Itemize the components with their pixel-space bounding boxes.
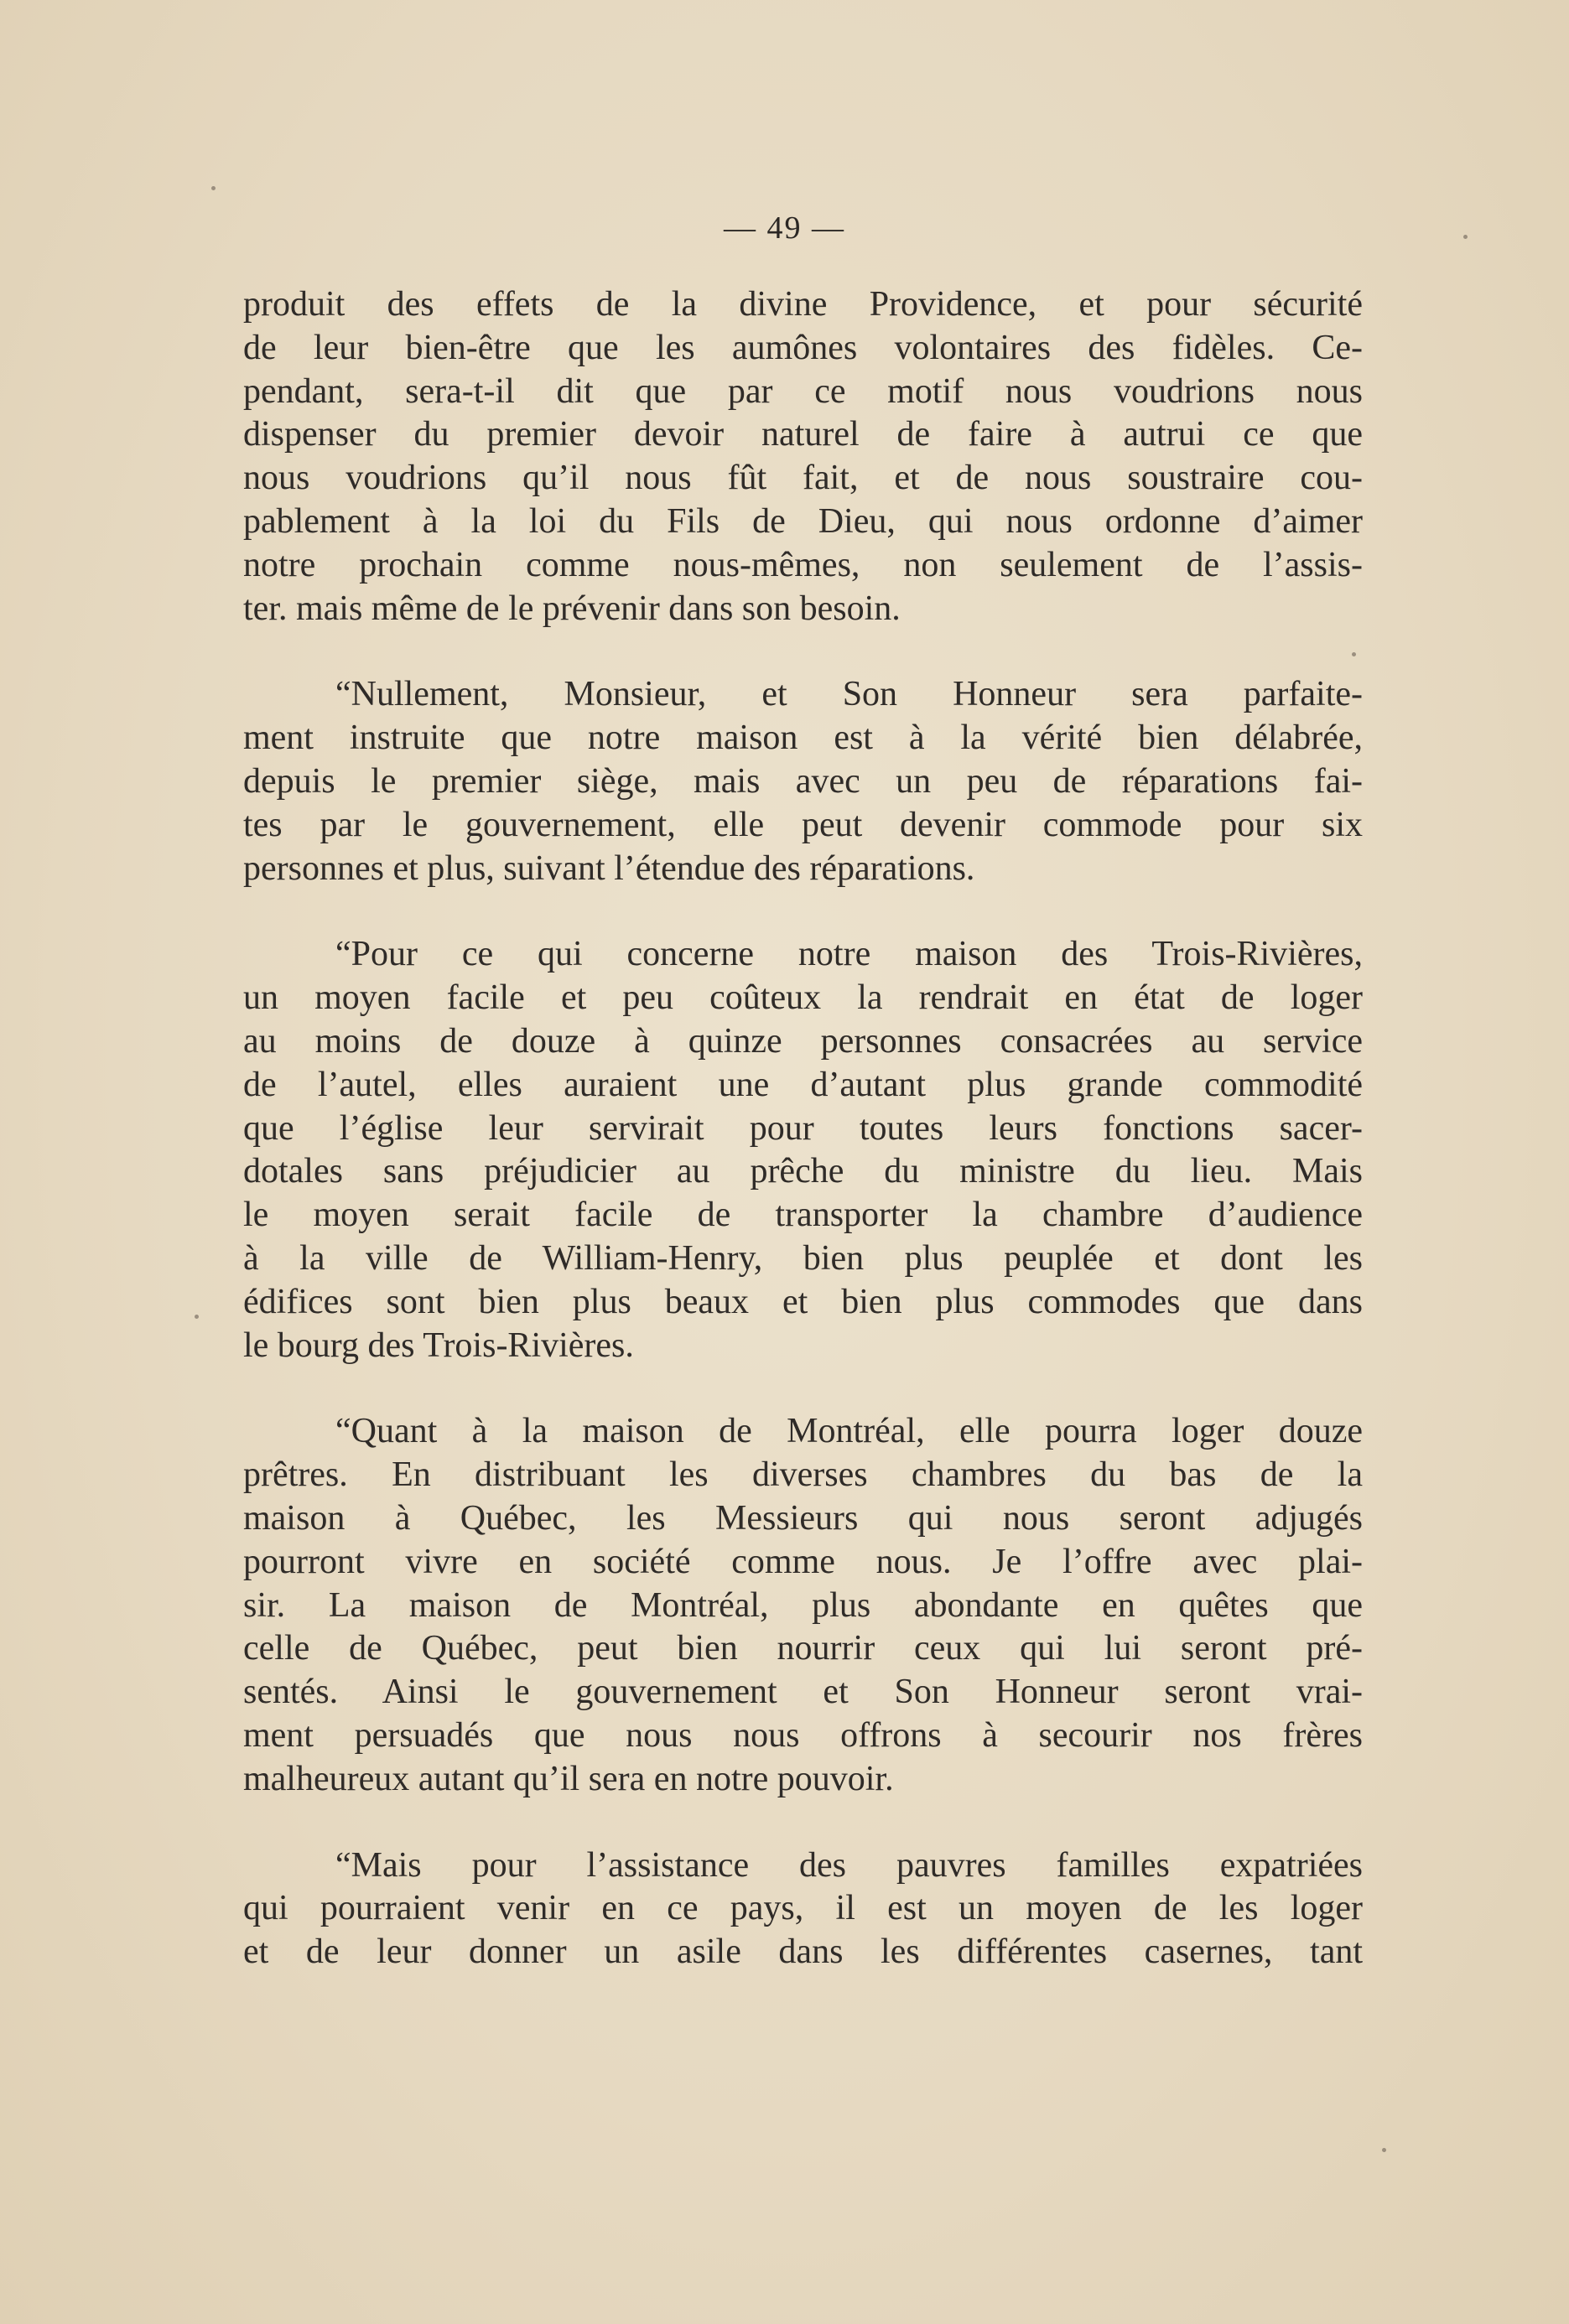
text-line: le moyen serait facile de transporter la chambre d’audience bbox=[243, 1196, 1363, 1235]
text-line: sir. La maison de Montréal, plus abondante en quêtes que bbox=[243, 1585, 1363, 1625]
text-line: de l’autel, elles auraient une d’autant plus grande commodité bbox=[243, 1065, 1363, 1104]
paragraph-5 bbox=[243, 1844, 1363, 1974]
text-line: qui pourraient venir en ce pays, il est un moyen de les loger bbox=[243, 1889, 1363, 1928]
text-line: au moins de douze à quinze personnes consacrées au service bbox=[243, 1021, 1363, 1061]
text-line: nous voudrions qu’il nous fût fait, et de nous soustraire cou- bbox=[243, 459, 1363, 498]
text-line: pourront vivre en société comme nous. Je l’offre avec plai- bbox=[243, 1542, 1363, 1581]
text-line: pablement à la loi du Fils de Dieu, qui nous ordonne d’aimer bbox=[243, 501, 1363, 541]
paragraph-4 bbox=[243, 1410, 1363, 1801]
text-line: pendant, sera-t-il dit que par ce motif nous voudrions nous bbox=[243, 371, 1363, 411]
body-text bbox=[243, 283, 1363, 2017]
text-line: tes par le gouvernement, elle peut devenir commode pour six bbox=[243, 805, 1363, 844]
text-line: de leur bien-être que les aumônes volontaires des fidèles. Ce- bbox=[243, 328, 1363, 367]
text-line: notre prochain comme nous-mêmes, non seulement de l’assis- bbox=[243, 545, 1363, 584]
text-line: ment instruite que notre maison est à la vérité bien délabrée, bbox=[243, 718, 1363, 758]
text-line: ter. mais même de le prévenir dans son besoin. bbox=[243, 589, 901, 628]
text-line: “Pour ce qui concerne notre maison des Trois-Rivières, bbox=[335, 935, 1363, 974]
paper-speck bbox=[211, 186, 216, 190]
paper-speck bbox=[1382, 2148, 1386, 2152]
text-line: “Quant à la maison de Montréal, elle pourra loger douze bbox=[335, 1412, 1363, 1451]
text-line: à la ville de William-Henry, bien plus peuplée et dont les bbox=[243, 1238, 1363, 1278]
text-line: édifices sont bien plus beaux et bien plus commodes que dans bbox=[243, 1282, 1363, 1321]
text-line: dispenser du premier devoir naturel de faire à autrui ce que bbox=[243, 415, 1363, 454]
text-line: “Nullement, Monsieur, et Son Honneur sera parfaite- bbox=[335, 675, 1363, 714]
text-line: ment persuadés que nous nous offrons à secourir nos frères bbox=[243, 1715, 1363, 1755]
text-line: un moyen facile et peu coûteux la rendrait en état de loger bbox=[243, 978, 1363, 1018]
paper-speck bbox=[195, 1315, 199, 1319]
text-line: sentés. Ainsi le gouvernement et Son Honneur seront vrai- bbox=[243, 1673, 1363, 1712]
paragraph-3 bbox=[243, 933, 1363, 1367]
text-line: produit des effets de la divine Providence, et pour sécurité bbox=[243, 285, 1363, 324]
text-line: personnes et plus, suivant l’étendue des réparations. bbox=[243, 848, 975, 888]
text-line: depuis le premier siège, mais avec un peu de réparations fai- bbox=[243, 761, 1363, 801]
text-line: le bourg des Trois-Rivières. bbox=[243, 1325, 634, 1365]
text-line: prêtres. En distribuant les diverses chambres du bas de la bbox=[243, 1455, 1363, 1495]
text-line: maison à Québec, les Messieurs qui nous seront adjugés bbox=[243, 1498, 1363, 1538]
text-line: que l’église leur servirait pour toutes leurs fonctions sacer- bbox=[243, 1108, 1363, 1148]
page-number: — 49 — bbox=[724, 210, 845, 246]
paper-speck bbox=[1463, 235, 1468, 239]
text-line: et de leur donner un asile dans les différentes casernes, tant bbox=[243, 1932, 1363, 1972]
text-line: dotales sans préjudicier au prêche du ministre du lieu. Mais bbox=[243, 1152, 1363, 1191]
paper-speck bbox=[1352, 652, 1356, 656]
text-line: malheureux autant qu’il sera en notre pouvoir. bbox=[243, 1759, 894, 1798]
text-line: celle de Québec, peut bien nourrir ceux qui lui seront pré- bbox=[243, 1629, 1363, 1668]
paragraph-1 bbox=[243, 283, 1363, 630]
paragraph-2 bbox=[243, 673, 1363, 890]
text-line: “Mais pour l’assistance des pauvres familles expatriées bbox=[335, 1845, 1363, 1885]
